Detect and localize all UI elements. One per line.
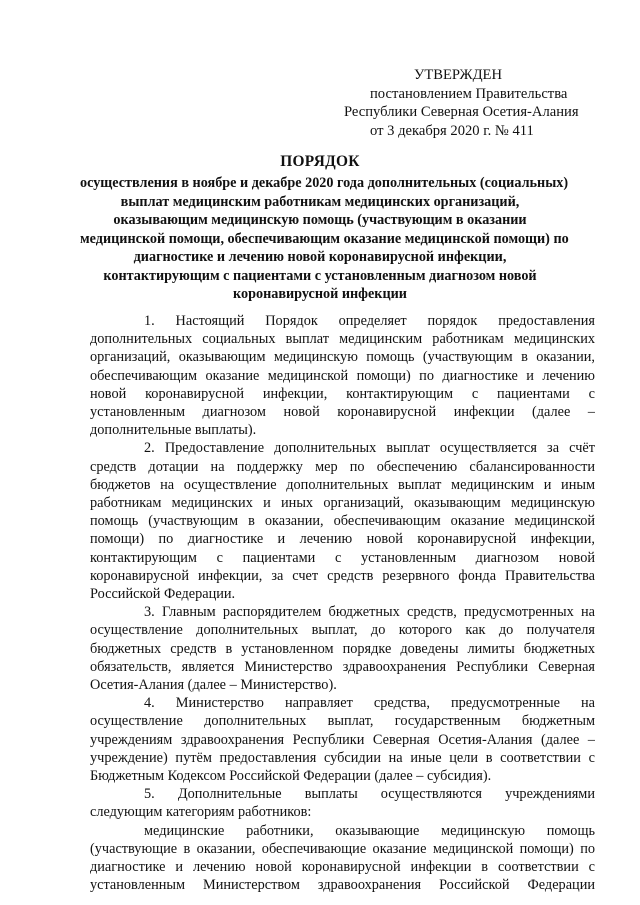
paragraph-line: (участвующие в оказании, обеспечивающие оказание медицинской помощи) по xyxy=(90,840,595,857)
paragraph-line: 1. Настоящий Порядок определяет порядок предоставления xyxy=(144,313,595,329)
approval-date: от 3 декабря 2020 г. № 411 xyxy=(370,122,534,139)
paragraph-line: дополнительных социальных выплат медицинским работникам медицинских xyxy=(90,331,595,348)
paragraph-line: 4. Министерство направляет средства, предусмотренные на xyxy=(144,695,595,712)
paragraph-line: обеспечивающим оказание медицинской помощи) по диагностике и лечению xyxy=(90,367,595,384)
paragraph-line: установленным диагнозом новой коронавирусной инфекции (далее – xyxy=(90,404,595,421)
paragraph-line: Осетия-Алания (далее – Министерство). xyxy=(90,677,337,694)
document-title: ПОРЯДОК xyxy=(280,153,360,170)
paragraph-line: работникам медицинских и иных организаций, оказывающим медицинскую xyxy=(90,495,595,512)
paragraph-line: следующим категориям работников: xyxy=(90,804,312,821)
paragraph-line: осуществление дополнительных выплат, государственным бюджетным xyxy=(90,713,595,730)
subtitle-line: коронавирусной инфекции xyxy=(233,286,407,302)
paragraph-line: средств дотации на поддержку мер по обеспечению сбалансированности xyxy=(90,458,595,475)
paragraph-line: диагностике и лечению новой коронавирусной инфекции в соответствии с xyxy=(90,859,595,876)
paragraph-line: дополнительные выплаты). xyxy=(90,422,257,439)
paragraph-line: Бюджетным Кодексом Российской Федерации (далее – субсидия). xyxy=(90,768,492,785)
paragraph-line: организаций, оказывающим медицинскую помощь (участвующим в оказании, xyxy=(90,349,595,366)
subtitle-line: осуществления в ноябре и декабре 2020 года дополнительных (социальных) xyxy=(80,175,569,191)
approval-line: постановлением Правительства xyxy=(370,85,568,102)
paragraph-line: коронавирусной инфекции, за счет средств резервного фонда Правительства xyxy=(90,567,595,584)
paragraph-line: медицинские работники, оказывающие медицинскую помощь xyxy=(144,822,595,839)
approval-stamp xyxy=(326,66,626,140)
paragraph-line: новой коронавирусной инфекции, контактирующим с пациентами с xyxy=(90,385,595,402)
subtitle-line: оказывающим медицинскую помощь (участвующим в оказании xyxy=(113,212,527,228)
paragraph-line: осуществление дополнительных выплат, до которого как до получателя xyxy=(90,622,595,639)
paragraph-line: 3. Главным распорядителем бюджетных средств, предусмотренных на xyxy=(144,604,595,621)
subtitle-line: медицинской помощи, обеспечивающим оказание медицинской помощи) по xyxy=(80,230,569,247)
paragraph-line: контактирующим с пациентами с установленным диагнозом новой xyxy=(90,549,595,566)
paragraph-line: бюджетных средств в установленном порядке доведены лимиты бюджетных xyxy=(90,640,595,657)
document-subtitle xyxy=(80,174,569,304)
paragraph-line: помощи) по диагностике и лечению новой коронавирусной инфекции, xyxy=(90,531,595,548)
paragraph-line: 2. Предоставление дополнительных выплат осуществляется за счёт xyxy=(144,440,595,457)
subtitle-line: диагностике и лечению новой коронавирусной инфекции, xyxy=(133,249,507,265)
subtitle-line: выплат медицинским работникам медицинских организаций, xyxy=(120,193,520,210)
paragraph-line: помощь (участвующим в оказании, обеспечивающим оказание медицинской xyxy=(90,513,595,530)
paragraph-line: учреждениям здравоохранения Республики Северная Осетия-Алания (далее – xyxy=(90,731,595,748)
paragraph-line: обязательств, является Министерство здравоохранения Республики Северная xyxy=(90,658,595,675)
paragraph-line: 5. Дополнительные выплаты осуществляются учреждениями xyxy=(144,786,595,803)
paragraph-line: установленным Министерством здравоохранения Российской Федерации xyxy=(90,877,595,894)
paragraph-line: учреждение) путём предоставления субсидии на иные цели в соответствии с xyxy=(90,749,595,766)
approval-line: Республики Северная Осетия-Алания xyxy=(344,104,579,121)
approval-heading: УТВЕРЖДЕН xyxy=(414,67,502,83)
document-body xyxy=(90,312,595,895)
paragraph-line: бюджетов на осуществление дополнительных выплат медицинским и иным xyxy=(90,476,595,493)
paragraph-line: Российской Федерации. xyxy=(90,586,236,603)
subtitle-line: контактирующим с пациентами с установленным диагнозом новой xyxy=(103,267,537,284)
